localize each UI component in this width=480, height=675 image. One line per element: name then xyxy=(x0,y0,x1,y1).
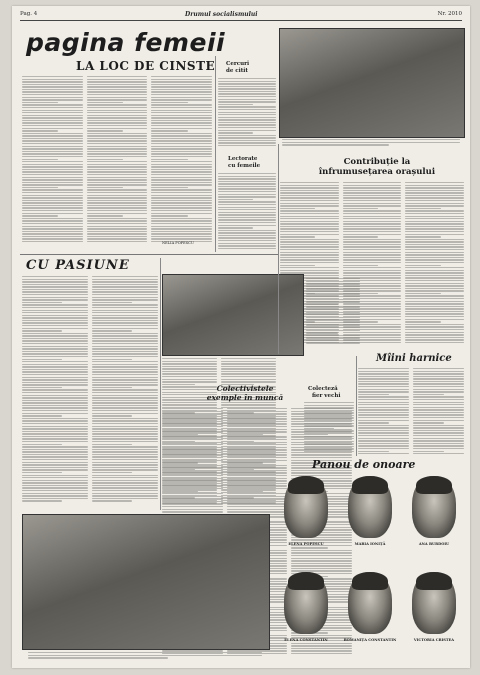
article-body-maini-harnice xyxy=(358,368,464,458)
women-working-photo xyxy=(22,514,270,650)
issue-number: Nr. 2010 xyxy=(437,11,462,17)
article-title-colectivistele: Colectivistele exemple în muncă xyxy=(206,384,284,402)
article-subtitle-lectorate: cu femeile xyxy=(228,163,261,169)
article-body-cercuri xyxy=(218,78,276,150)
honoree-name: ROMANIȚA CONSTANTIN xyxy=(343,638,397,642)
photo-caption xyxy=(282,139,460,146)
article-title-maini-harnice: Mîini harnice xyxy=(376,353,452,364)
field-workers-photo xyxy=(279,28,465,138)
article-body-cu-pasiune xyxy=(22,276,158,506)
article-subtitle-cercuri: de citit xyxy=(226,68,248,74)
article-title-loc-de-cinste: LA LOC DE CINSTE xyxy=(76,59,216,73)
article-title-colecteaza: Colecteză xyxy=(308,386,338,392)
article-subtitle-colecteaza: fier vechi xyxy=(312,393,341,399)
article-body-lectorate xyxy=(218,173,276,251)
honor-board-title: Panou de onoare xyxy=(312,458,416,471)
portrait xyxy=(412,476,456,538)
honor-board xyxy=(274,472,466,664)
portrait xyxy=(348,572,392,634)
portrait xyxy=(284,476,328,538)
honoree-name: ANA BURDOIU xyxy=(418,542,450,546)
honoree-name: ELENA POPESCU xyxy=(288,542,324,546)
article-title-contributie: Contribuție la înfrumusețarea orașului xyxy=(318,157,436,177)
portrait xyxy=(284,572,328,634)
meeting-photo-caption xyxy=(306,278,360,348)
article-title-lectorate: Lectorate xyxy=(228,156,258,162)
meeting-photo xyxy=(162,274,304,356)
honoree-name: VICTORIA CRISTEA xyxy=(413,638,455,642)
section-title: pagina femeii xyxy=(26,28,226,57)
article-title-cercuri: Cercuri xyxy=(226,61,250,67)
portrait xyxy=(348,476,392,538)
portrait xyxy=(412,572,456,634)
article-body-loc-de-cinste xyxy=(22,76,212,246)
newspaper-name: Drumul socialismului xyxy=(185,11,258,18)
article-body-colecteaza xyxy=(304,402,354,454)
byline-loc-de-cinste: NELIA POPESCU xyxy=(162,241,194,245)
bottom-photo-caption xyxy=(28,652,262,659)
honoree-name: MARIA IONIȚĂ xyxy=(354,542,386,546)
page-number: Pag. 4 xyxy=(20,11,38,17)
article-title-cu-pasiune: CU PASIUNE xyxy=(26,258,130,273)
newspaper-page xyxy=(12,6,470,668)
honoree-name: ELENA CONSTANTIN xyxy=(284,638,328,642)
